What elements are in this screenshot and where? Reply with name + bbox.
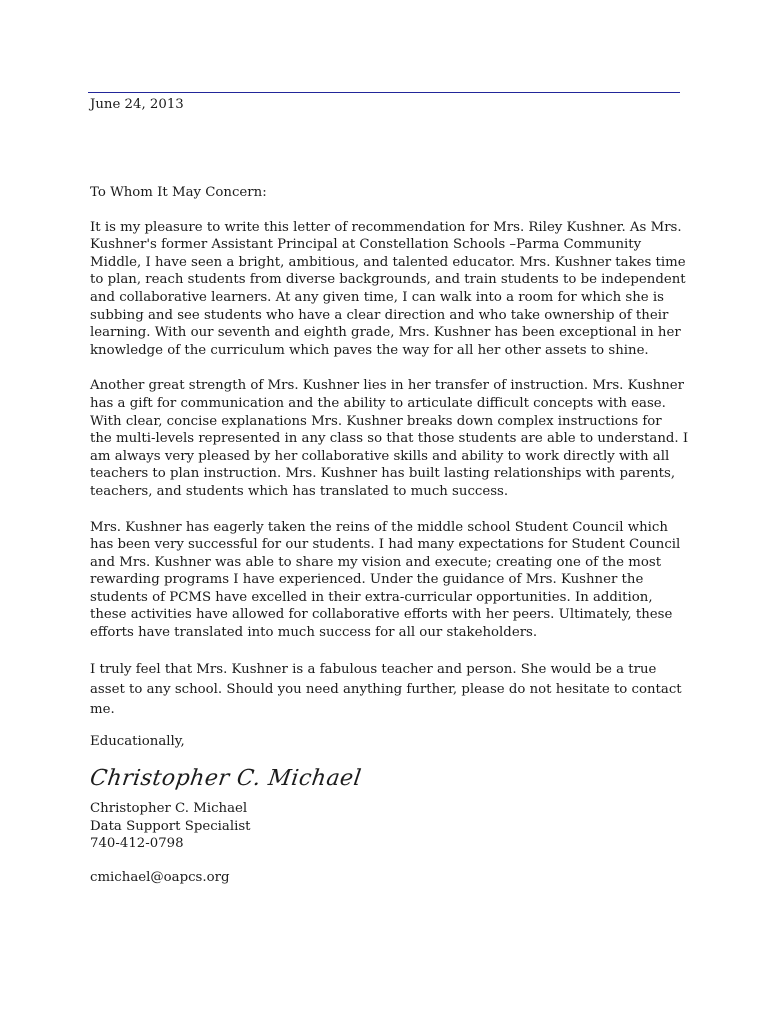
body-line: Another great strength of Mrs. Kushner lies in her transfer of instruction. Mrs. Kushner [90,378,685,394]
body-line: Kushner's former Assistant Principal at Constellation Schools –Parma Community [90,237,642,253]
header-rule [88,92,680,93]
closing: Educationally, [90,734,185,749]
body-line: I truly feel that Mrs. Kushner is a fabulous teacher and person. She would be a true [90,661,657,677]
body-line: asset to any school. Should you need anything further, please do not hesitate to contact [90,681,682,697]
signer-email: cmichael@oapcs.org [90,870,230,885]
body-line: learning. With our seventh and eighth grade, Mrs. Kushner has been exceptional in her [90,325,681,341]
body-line: With clear, concise explanations Mrs. Kushner breaks down complex instructions for [90,413,662,429]
paragraph-1 [90,219,686,360]
body-line: has a gift for communication and the ability to articulate difficult concepts with ease. [90,395,666,411]
signer-name: Christopher C. Michael [90,801,248,816]
body-line: Mrs. Kushner has eagerly taken the reins of the middle school Student Council which [90,519,668,535]
body-line: and collaborative learners. At any given time, I can walk into a room for which she is [90,289,664,305]
body-line: Middle, I have seen a bright, ambitious, and talented educator. Mrs. Kushner takes time [90,254,686,270]
body-line: the multi-levels represented in any class so that those students are able to understand. I [90,431,689,447]
signer-title: Data Support Specialist [90,818,251,834]
body-line: efforts have translated into much success for all our stakeholders. [90,625,538,641]
body-line: subbing and see students who have a clear direction and who take ownership of their [90,307,669,323]
paragraph-2 [90,377,689,500]
body-line: It is my pleasure to write this letter of recommendation for Mrs. Riley Kushner. As Mrs. [90,219,682,235]
body-line: me. [90,701,115,717]
paragraph-3 [90,519,681,642]
body-line: students of PCMS have excelled in their extra-curricular opportunities. In addition, [90,589,653,605]
body-line: teachers, and students which has translated to much success. [90,483,509,499]
signer-block [90,800,490,853]
body-line: and Mrs. Kushner was able to share my vision and execute; creating one of the most [90,554,662,570]
body-line: knowledge of the curriculum which paves the way for all her other assets to shine. [90,342,649,358]
body-line: rewarding programs I have experienced. Under the guidance of Mrs. Kushner the [90,572,644,588]
body-line: has been very successful for our students. I had many expectations for Student Council [90,537,681,553]
salutation: To Whom It May Concern: [90,185,267,200]
signer-phone: 740-412-0798 [90,836,184,852]
letter-date: June 24, 2013 [90,97,184,112]
body-line: am always very pleased by her collaborative skills and ability to work directly with all [90,448,670,464]
body-line: these activities have allowed for collaborative efforts with her peers. Ultimately, these [90,607,673,623]
body-line: teachers to plan instruction. Mrs. Kushner has built lasting relationships with parents, [90,466,676,482]
handwritten-signature: Christopher C. Michael [88,766,363,791]
body-line: to plan, reach students from diverse backgrounds, and train students to be independent [90,272,686,288]
letter-body [90,184,689,720]
paragraph-4 [90,660,682,720]
